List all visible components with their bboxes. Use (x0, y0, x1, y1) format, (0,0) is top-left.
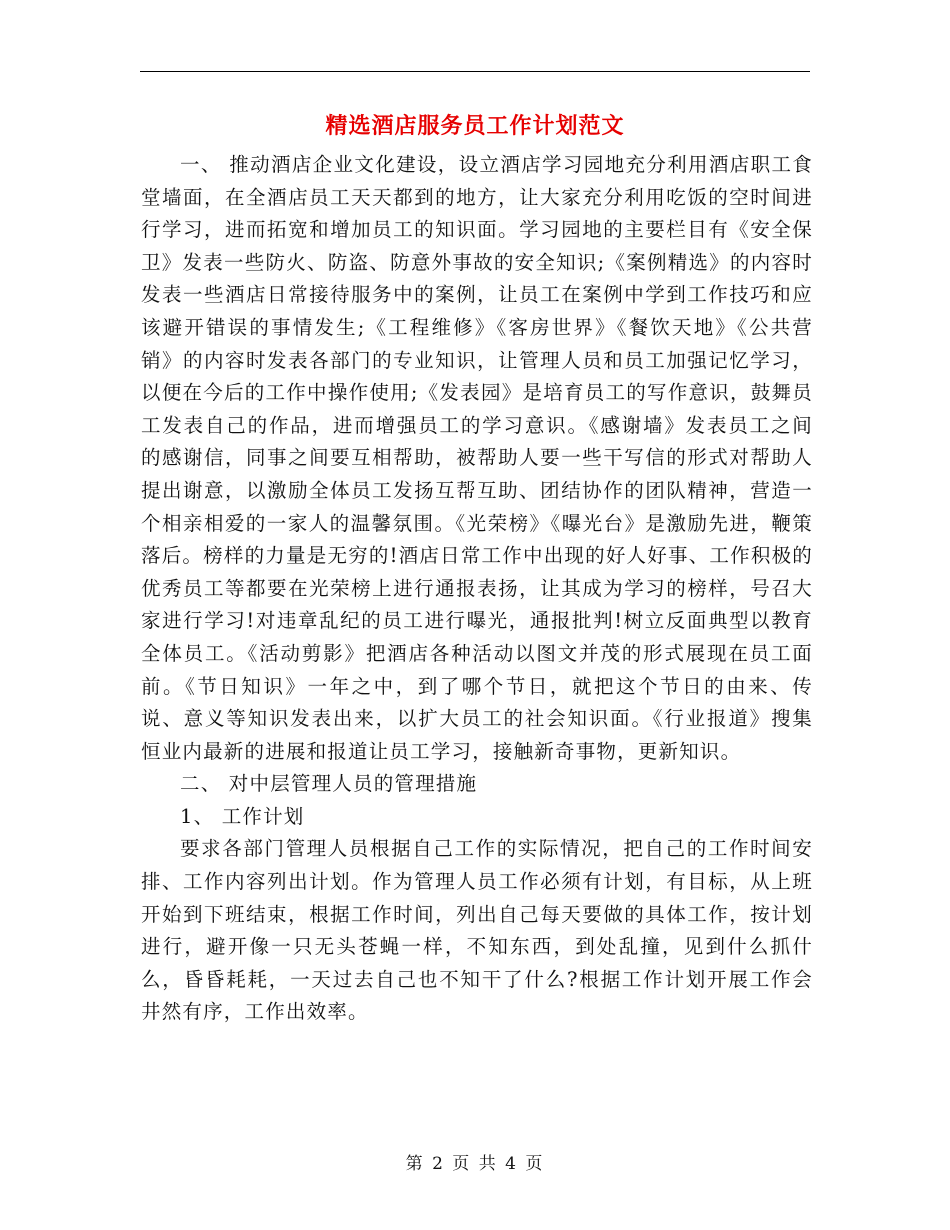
document-body (141, 149, 813, 1029)
header-rule (140, 71, 810, 72)
paragraph-culture: 一、 推动酒店企业文化建设，设立酒店学习园地充分利用酒店职工食堂墙面，在全酒店员工天天都到的地方，让大家充分利用吃饭的空时间进行学习，进而拓宽和增加员工的知识面。学习园地的主要栏目有《安全保卫》发表一些防火、防盗、防意外事故的安全知识;《案例精选》的内容时发表一些酒店日常接待服务中的案例，让员工在案例中学到工作技巧和应该避开错误的事情发生;《工程维修》《客房世界》《餐饮天地》《公共营销》的内容时发表各部门的专业知识，让管理人员和员工加强记忆学习，以便在今后的工作中操作使用;《发表园》是培育员工的写作意识，鼓舞员工发表自己的作品，进而增强员工的学习意识。《感谢墙》发表员工之间的感谢信，同事之间要互相帮助，被帮助人要一些干写信的形式对帮助人提出谢意，以激励全体员工发扬互帮互助、团结协作的团队精神，营造一个相亲相爱的一家人的温馨氛围。《光荣榜》《曝光台》是激励先进，鞭策落后。榜样的力量是无穷的!酒店日常工作中出现的好人好事、工作积极的优秀员工等都要在光荣榜上进行通报表扬，让其成为学习的榜样，号召大家进行学习!对违章乱纪的员工进行曝光，通报批判!树立反面典型以教育全体员工。《活动剪影》把酒店各种活动以图文并茂的形式展现在员工面前。《节日知识》一年之中，到了哪个节日，就把这个节日的由来、传说、意义等知识发表出来，以扩大员工的社会知识面。《行业报道》搜集恒业内最新的进展和报道让员工学习，接触新奇事物，更新知识。 (141, 153, 813, 763)
page-footer: 第 2 页 共 4 页 (405, 1154, 545, 1174)
subsection-heading-work-plan: 1、 工作计划 (180, 804, 305, 828)
section-heading-management: 二、 对中层管理人员的管理措施 (180, 772, 478, 796)
document-title: 精选酒店服务员工作计划范文 (325, 113, 625, 139)
paragraph-work-plan: 要求各部门管理人员根据自己工作的实际情况，把自己的工作时间安排、工作内容列出计划。作为管理人员工作必须有计划，有目标，从上班开始到下班结束，根据工作时间，列出自己每天要做的具体工作，按计划进行，避开像一只无头苍蝇一样，不知东西，到处乱撞，见到什么抓什么，昏昏耗耗，一天过去自己也不知干了什么?根据工作计划开展工作会井然有序，工作出效率。 (141, 837, 813, 1024)
